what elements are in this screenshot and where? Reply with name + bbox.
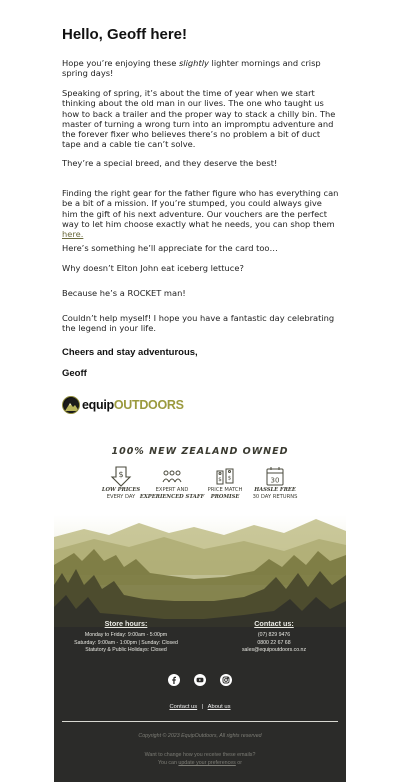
logo-word-outdoors: OUTDOORS: [113, 398, 184, 412]
feature-expert-staff-line1: EXPERT AND: [155, 487, 189, 493]
link-separator: |: [201, 704, 204, 710]
footer-divider: [62, 721, 338, 722]
intro-text-end: lighter mornings and crisp spring days!: [62, 58, 321, 79]
intro-paragraph: [62, 58, 340, 79]
joke-question: Why doesn’t Elton John eat iceberg lettuce?: [62, 263, 244, 273]
preferences-prompt: Want to change how you receive these emails?: [144, 752, 256, 758]
instagram-icon[interactable]: [220, 674, 232, 686]
mountain-forest-banner: [54, 515, 346, 635]
people-icon: [161, 465, 183, 487]
feature-expert-staff-line2: EXPERIENCED STAFF: [139, 494, 205, 500]
feature-low-prices-line1: LOW PRICES: [101, 487, 141, 493]
equip-outdoors-logo[interactable]: [62, 394, 184, 416]
signoff: Cheers and stay adventurous,: [62, 347, 198, 358]
signature: Geoff: [62, 368, 87, 379]
svg-text:$: $: [227, 475, 232, 482]
contact-us-link[interactable]: Contact us: [169, 704, 198, 710]
intro-emphasis: slightly: [178, 58, 209, 68]
facebook-icon[interactable]: [168, 674, 180, 686]
card-paragraph: Here’s something he’ll appreciate for the card too…: [62, 243, 278, 253]
svg-text:30: 30: [270, 476, 280, 485]
special-breed-paragraph: They’re a special breed, and they deserve the best!: [62, 158, 278, 168]
about-us-link[interactable]: About us: [207, 704, 231, 710]
contact-freephone[interactable]: 0800 22 67 68: [257, 639, 291, 646]
feature-price-match-line1: PRICE MATCH: [207, 487, 243, 493]
feature-returns-line2: 30 DAY RETURNS: [252, 494, 298, 500]
store-hours-title: Store hours:: [104, 619, 148, 628]
logo-mountain-icon: [62, 396, 80, 414]
logo-wordmark: [82, 398, 184, 412]
shop-vouchers-link[interactable]: here.: [62, 229, 84, 240]
gear-paragraph: [62, 188, 340, 239]
nz-owned-heading: 100% NEW ZEALAND OWNED: [111, 446, 289, 457]
logo-word-equip: equip: [82, 398, 114, 412]
update-preferences-link[interactable]: update your preferences: [178, 760, 236, 766]
greeting-heading: Hello, Geoff here!: [62, 26, 188, 43]
copyright-text: Copyright © 2023 EquipOutdoors, All rights reserved: [138, 733, 262, 739]
footer-links: [54, 704, 346, 710]
preferences-line: [54, 760, 346, 766]
joke-answer: Because he’s a ROCKET man!: [62, 288, 186, 298]
store-hours-holidays: Statutory & Public Holidays: Closed: [85, 647, 167, 654]
feature-low-prices-line2: EVERY DAY: [106, 494, 136, 500]
contact-title: Contact us:: [254, 619, 294, 628]
price-tags-icon: [214, 465, 236, 487]
gear-text: Finding the right gear for the father figure who has everything can be a bit of a mission. If you’re stumped, you could always give him the gift of his next adventure. Our vouchers are the perfect way to let him choose exactly what he needs, you can shop them: [62, 188, 339, 229]
contact-section: [222, 619, 326, 655]
store-hours-weekend: Saturday: 9:00am - 1:00pm | Sunday: Closed: [74, 639, 178, 646]
contact-phone[interactable]: (07) 829 9476: [257, 632, 291, 638]
feature-returns-line1: HASSLE FREE: [254, 487, 296, 493]
svg-text:$: $: [218, 477, 222, 483]
dollar-down-icon: [110, 465, 132, 487]
calendar-30-icon: [264, 465, 286, 487]
footer: [54, 515, 346, 782]
intro-text: Hope you’re enjoying these: [62, 58, 179, 68]
svg-text:$: $: [118, 470, 124, 479]
feature-returns: [240, 465, 310, 501]
preferences-text-end: or: [235, 760, 243, 766]
youtube-icon[interactable]: [194, 674, 206, 686]
feature-price-match-line2: PROMISE: [210, 494, 240, 500]
preferences-text: You can: [157, 760, 179, 766]
store-hours-weekday: Monday to Friday: 9:00am - 5:00pm: [84, 632, 168, 638]
outro-paragraph: Couldn’t help myself! I hope you have a fantastic day celebrating the legend in your life.: [62, 313, 335, 334]
contact-email[interactable]: sales@equipoutdoors.co.nz: [241, 647, 307, 654]
store-hours-section: [64, 619, 188, 655]
spring-paragraph: Speaking of spring, it’s about the time of year when we start thinking about the old man in our lives. The one who taught us how to back a trailer and the proper way to stack a chilly bin. The master of turning a wrong turn into an impromptu adventure and the forever fixer who believes there’s no problem a bit of duct tape and a cable tie can’t solve.: [62, 88, 336, 150]
